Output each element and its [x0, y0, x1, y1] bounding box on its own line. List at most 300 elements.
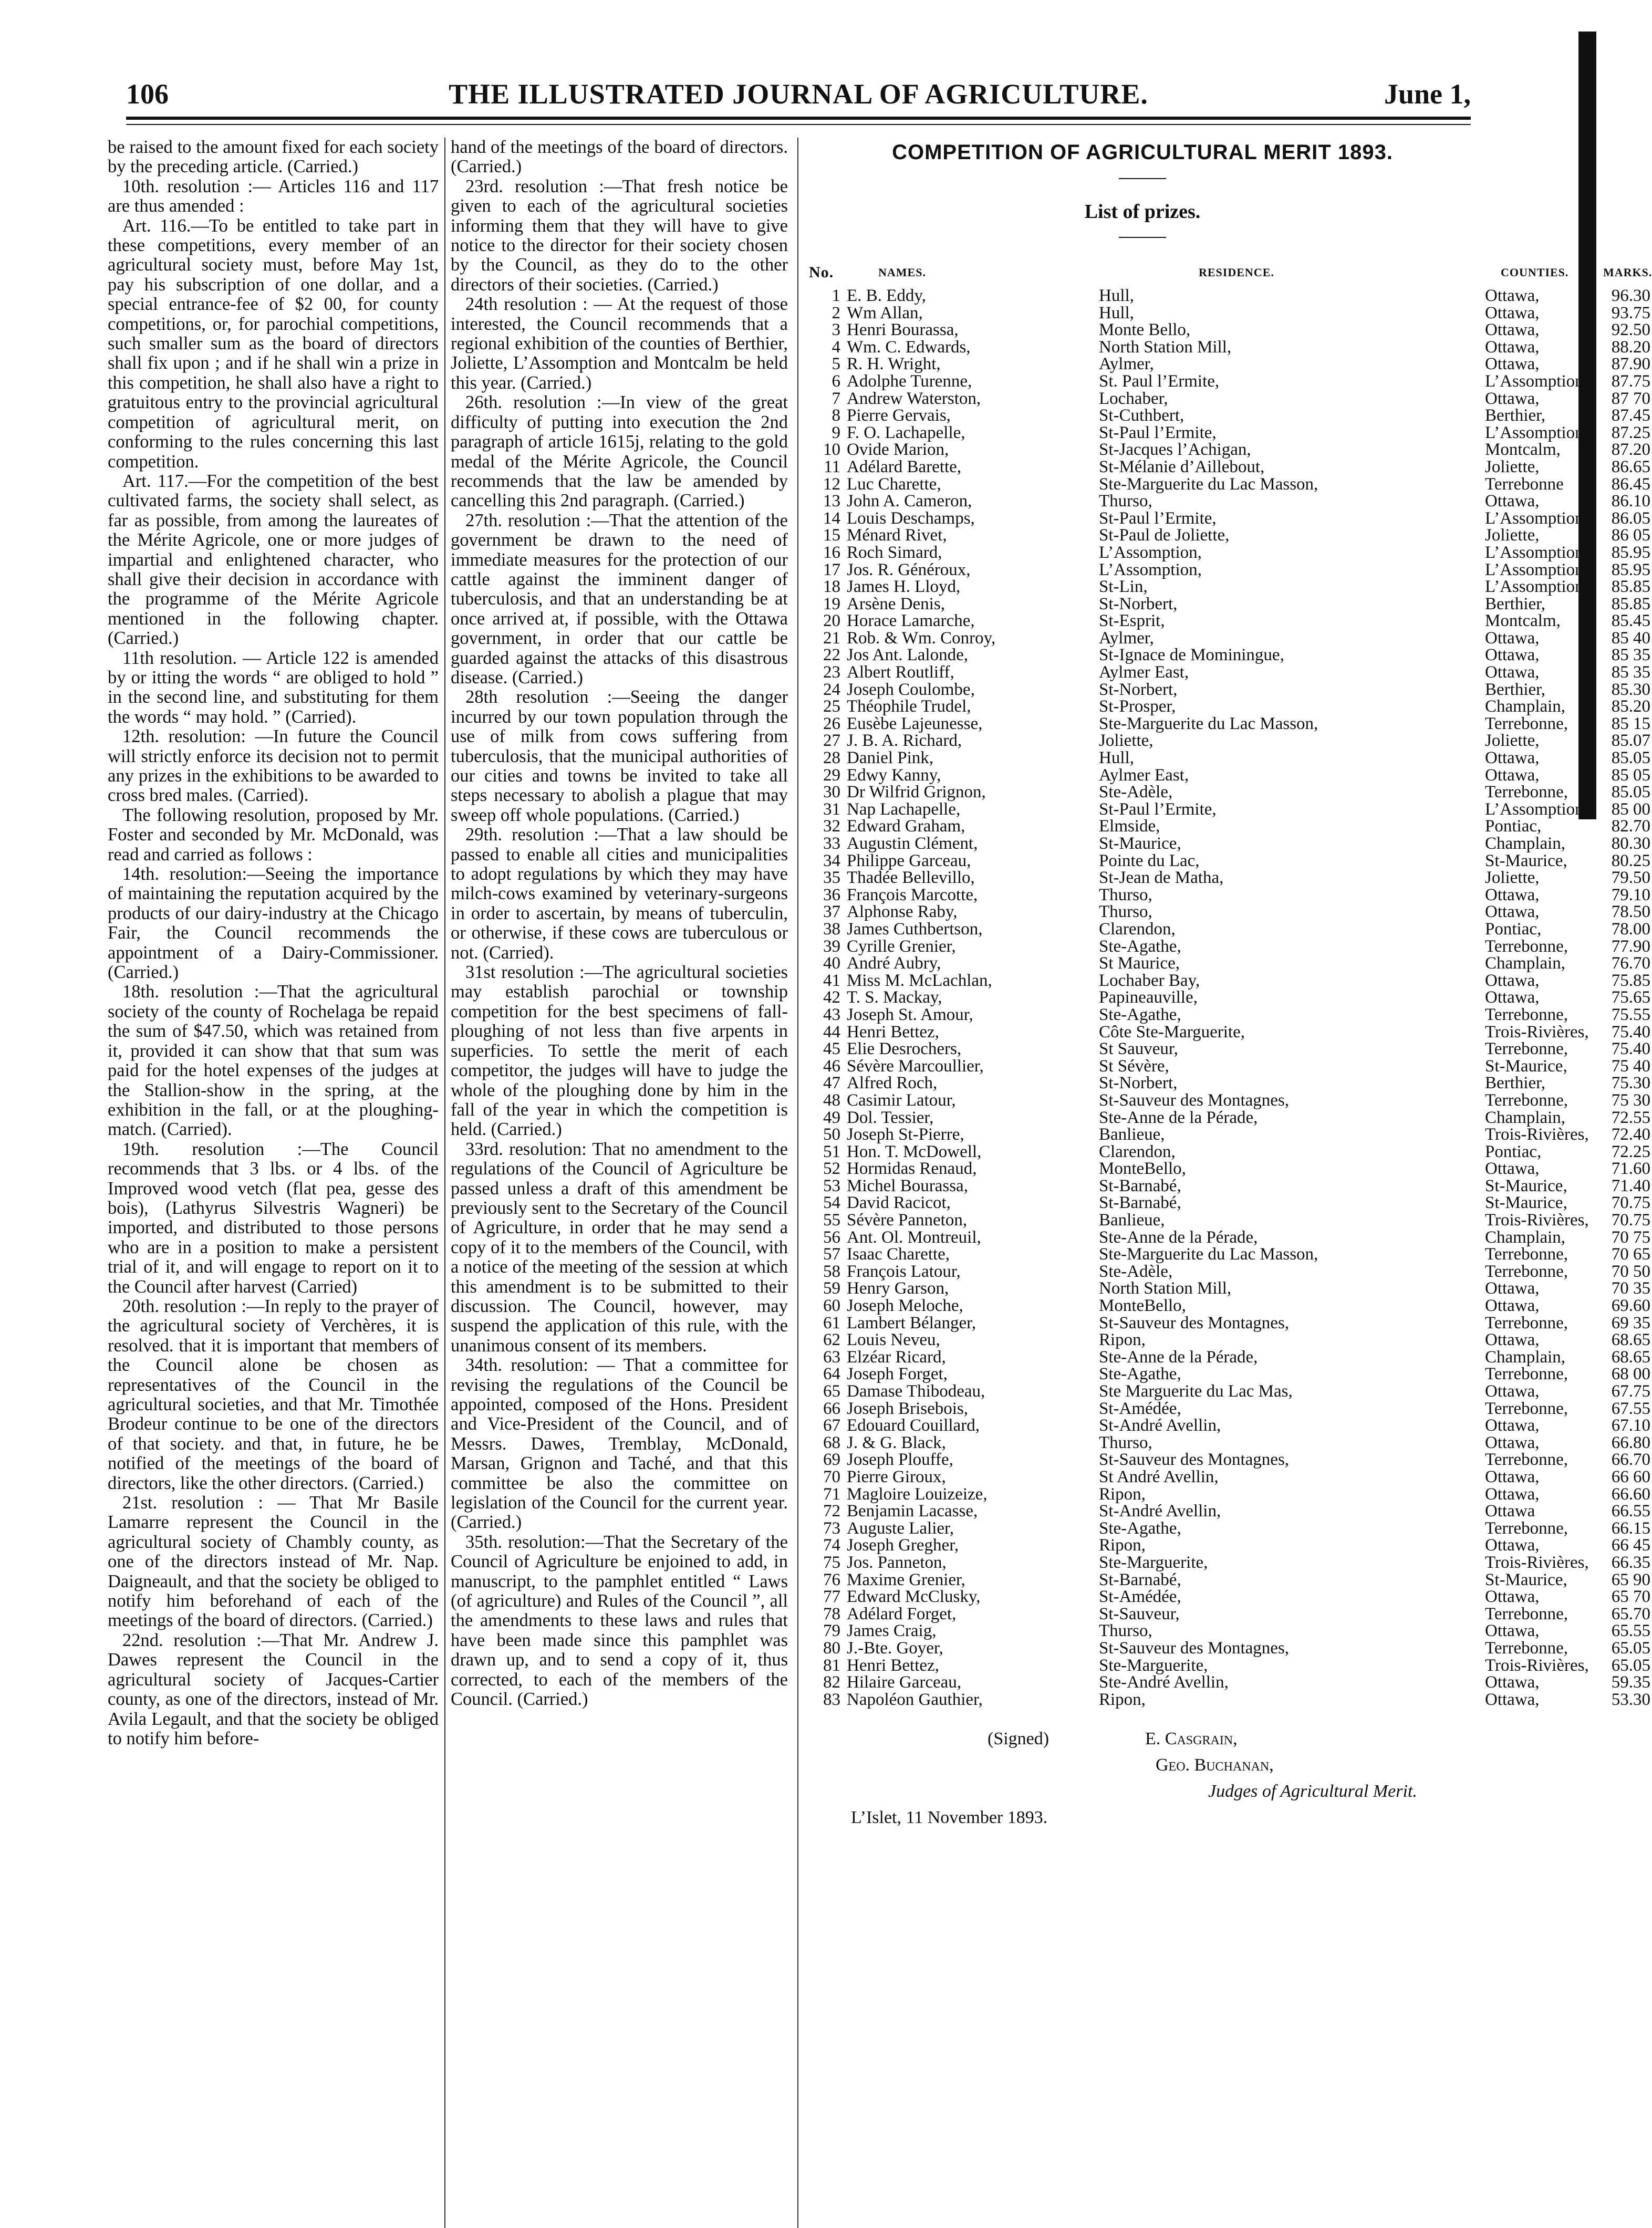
paragraph: The following resolution, proposed by Mr. Foster and seconded by Mr. McDonald, was read and carried as follows :: [108, 805, 439, 865]
cell-mk: 65 90: [1611, 1570, 1650, 1589]
cell-mk: 75.40: [1611, 1022, 1650, 1042]
journal-title: THE ILLUSTRATED JOURNAL OF AGRICULTURE.: [449, 78, 1148, 110]
cell-name: François Latour,: [847, 1262, 961, 1281]
cell-no: 43: [823, 1005, 840, 1024]
table-row: [809, 459, 1650, 476]
paragraph: Art. 116.—To be entitled to take part in these competitions, every member of an agricultural society must, before May 1st, pay his subscription of one dollar, and a special entrance-fee of $2 00, for county competitions, or, for parochial competitions, such smaller sum as the board of directors shall fix upon ; and if he shall win a prize in this competition, he shall also have a right to gratuitous entry to the provincial agricultural competition of agricultural merit, on conforming to the rules concerning this last competition.: [108, 215, 439, 472]
table-row: [809, 887, 1650, 904]
cell-name: Wm Allan,: [847, 303, 923, 322]
cell-no: 67: [823, 1416, 840, 1435]
cell-name: Dr Wilfrid Grignon,: [847, 783, 986, 802]
cell-co: Berthier,: [1485, 594, 1546, 613]
cell-res: Clarendon,: [1099, 919, 1176, 939]
cell-name: J. & G. Black,: [847, 1433, 946, 1452]
cell-mk: 85 05: [1611, 765, 1650, 785]
cell-name: Henry Garson,: [847, 1279, 949, 1298]
cell-name: Benjamin Lacasse,: [847, 1502, 978, 1521]
header-no: No.: [809, 264, 834, 281]
cell-no: 12: [823, 474, 840, 494]
cell-co: Terrebonne,: [1485, 1313, 1568, 1332]
cell-co: Ottawa,: [1485, 1296, 1540, 1316]
cell-res: St-Amédée,: [1099, 1399, 1181, 1418]
cell-co: Terrebonne,: [1485, 936, 1568, 956]
table-row: [809, 955, 1650, 972]
cell-res: St-Barnabé,: [1099, 1176, 1181, 1195]
cell-co: St-Maurice,: [1485, 1176, 1567, 1195]
cell-co: Pontiac,: [1485, 817, 1542, 836]
cell-co: Ottawa,: [1485, 337, 1540, 357]
cell-name: Isaac Charette,: [847, 1245, 950, 1264]
table-row: [809, 1657, 1650, 1674]
cell-res: St Maurice,: [1099, 954, 1180, 973]
header-counties: COUNTIES.: [1501, 266, 1569, 279]
paragraph: 14th. resolution:—Seeing the importance of maintaining the reputation acquired by the products of our dairy-industry at the Chicago Fair, the Council recommends the appointment of a Dairy-Commissioner. (Carried.): [108, 864, 439, 983]
table-row: [809, 732, 1650, 749]
cell-name: Pierre Gervais,: [847, 406, 951, 425]
cell-res: L’Assomption,: [1099, 543, 1202, 562]
cell-co: Terrebonne,: [1485, 783, 1568, 802]
cell-co: Trois-Rivières,: [1485, 1656, 1589, 1675]
cell-no: 21: [823, 628, 840, 648]
cell-mk: 65.05: [1611, 1656, 1650, 1675]
cell-mk: 85 35: [1611, 663, 1650, 682]
cell-mk: 87.45: [1611, 406, 1650, 425]
table-row: [809, 321, 1650, 339]
cell-co: Champlain,: [1485, 1347, 1566, 1367]
table-row: [809, 1331, 1650, 1349]
cell-mk: 93.75: [1611, 303, 1650, 322]
table-row: [809, 510, 1650, 527]
cell-no: 74: [823, 1536, 840, 1555]
table-row: [809, 1383, 1650, 1400]
cell-co: Ottawa,: [1485, 1382, 1540, 1401]
cell-mk: 78.00: [1611, 919, 1650, 939]
cell-co: Terrebonne,: [1485, 1638, 1568, 1658]
table-row: [809, 647, 1650, 664]
cell-res: Thurso,: [1099, 1621, 1152, 1641]
cell-name: J. B. A. Richard,: [847, 731, 962, 751]
cell-co: Ottawa,: [1485, 1621, 1540, 1641]
paragraph: 20th. resolution :—In reply to the prayer of the agricultural society of Verchères, it is resolved. that it is important that members of the Council alone be chosen as representatives of the Council in the agricultural societies, and that Mr. Timothée Brodeur continue to be one of the directors of that society. and that, in future, he be notified of the meetings of the board of directors, like the other directors. (Carried.): [108, 1296, 439, 1493]
table-row: [809, 1280, 1650, 1297]
cell-res: St-Paul l’Ermite,: [1099, 799, 1217, 819]
cell-co: Ottawa,: [1485, 646, 1540, 665]
cell-res: Ste-Anne de la Pérade,: [1099, 1108, 1258, 1127]
table-row: [809, 424, 1650, 442]
cell-mk: 87.20: [1611, 440, 1650, 460]
cell-co: Champlain,: [1485, 834, 1566, 853]
table-row: [809, 339, 1650, 356]
table-row: [809, 1486, 1650, 1503]
column-divider: [444, 138, 445, 2228]
cell-name: Hon. T. McDowell,: [847, 1142, 982, 1161]
paragraph: 34th. resolution: — That a committee for revising the regulations of the Council be appointed, composed of the Hons. President and Vice-President of the Council, and of Messrs. Dawes, Tremblay, McDonald, Marsan, Grignon and Taché, and that this committee be also the committee on legislation of the Council for the current year. (Carried.): [451, 1355, 788, 1533]
cell-name: Edwy Kanny,: [847, 765, 941, 785]
cell-res: MonteBello,: [1099, 1159, 1186, 1179]
cell-name: Cyrille Grenier,: [847, 936, 956, 956]
table-row: [809, 921, 1650, 938]
cell-co: Ottawa,: [1485, 902, 1540, 922]
cell-no: 36: [823, 885, 840, 904]
cell-name: Jos. Panneton,: [847, 1553, 947, 1572]
cell-no: 55: [823, 1211, 840, 1230]
table-row: [809, 1571, 1650, 1589]
cell-co: Terrebonne,: [1485, 1090, 1568, 1110]
cell-mk: 85.07: [1611, 731, 1650, 751]
cell-name: E. B. Eddy,: [847, 286, 926, 305]
table-row: [809, 852, 1650, 870]
cell-co: Champlain,: [1485, 954, 1566, 973]
cell-co: Ottawa,: [1485, 286, 1540, 305]
table-row: [809, 476, 1650, 493]
cell-name: Sévère Marcoullier,: [847, 1056, 984, 1076]
cell-mk: 76.70: [1611, 954, 1650, 973]
cell-no: 68: [823, 1433, 840, 1452]
cell-co: Trois-Rivières,: [1485, 1022, 1589, 1042]
cell-no: 15: [823, 526, 840, 545]
cell-no: 61: [823, 1313, 840, 1332]
cell-mk: 85.95: [1611, 560, 1650, 579]
prize-table-header: [809, 264, 1650, 287]
cell-name: Ménard Rivet,: [847, 526, 947, 545]
cell-res: Hull,: [1099, 748, 1134, 768]
cell-res: St-André Avellin,: [1099, 1416, 1221, 1435]
cell-mk: 66.60: [1611, 1484, 1650, 1504]
cell-res: Aylmer East,: [1099, 765, 1189, 785]
table-row: [809, 1092, 1650, 1109]
cell-no: 26: [823, 714, 840, 733]
cell-no: 56: [823, 1227, 840, 1247]
cell-co: Ottawa,: [1485, 1159, 1540, 1179]
cell-co: Ottawa,: [1485, 1673, 1540, 1692]
cell-res: Joliette,: [1099, 731, 1154, 751]
table-row: [809, 578, 1650, 596]
paragraph: 10th. resolution :— Articles 116 and 117 are thus amended :: [108, 176, 439, 216]
cell-res: Côte Ste-Marguerite,: [1099, 1022, 1245, 1042]
cell-no: 72: [823, 1502, 840, 1521]
cell-res: Ste-André Avellin,: [1099, 1673, 1229, 1692]
column-divider: [797, 138, 798, 2228]
table-row: [809, 1434, 1650, 1452]
cell-no: 80: [823, 1638, 840, 1658]
cell-name: Jos Ant. Lalonde,: [847, 646, 968, 665]
paragraph: 24th resolution : — At the request of those interested, the Council recommends that a regional exhibition of the counties of Berthier, Joliette, L’Assomption and Montcalm be held this year. (Carried.): [451, 294, 788, 393]
paragraph: 27th. resolution :—That the attention of the government be drawn to the need of immediate measures for the protection of our cattle against the imminent danger of tuberculosis, and that an understanding be at once arrived at, if possible, with the Ottawa government, in order that our cattle be guarded against the attacks of this disastrous disease. (Carried.): [451, 510, 788, 688]
cell-mk: 86.10: [1611, 492, 1650, 511]
table-row: [809, 596, 1650, 613]
cell-name: Joseph Coulombe,: [847, 680, 975, 699]
prize-list-title: COMPETITION OF AGRICULTURAL MERIT 1893.: [892, 141, 1393, 164]
cell-name: Henri Bettez,: [847, 1022, 939, 1042]
header-residence: RESIDENCE.: [1199, 266, 1274, 279]
paragraph: 21st. resolution : — That Mr Basile Lamarre represent the Council in the agricultural society of Chambly county, as one of the directors instead of Mr. Nap. Daigneault, and that the society be obliged to notify him beforehand of each of the meetings of the board of directors. (Carried.): [108, 1493, 439, 1631]
cell-res: Thurso,: [1099, 885, 1152, 904]
cell-co: Ottawa,: [1485, 1416, 1540, 1435]
place-date: L’Islet, 11 November 1893.: [851, 1808, 1048, 1828]
cell-no: 57: [823, 1245, 840, 1264]
table-row: [809, 801, 1650, 818]
cell-name: Edward McClusky,: [847, 1587, 981, 1607]
cell-co: Champlain,: [1485, 697, 1566, 716]
cell-name: Théophile Trudel,: [847, 697, 971, 716]
prize-list-subtitle: List of prizes.: [1084, 201, 1201, 223]
cell-no: 6: [832, 371, 840, 391]
cell-name: Maxime Grenier,: [847, 1570, 965, 1589]
cell-co: Terrebonne,: [1485, 1518, 1568, 1538]
cell-no: 78: [823, 1604, 840, 1623]
cell-no: 37: [823, 902, 840, 922]
cell-res: Clarendon,: [1099, 1142, 1176, 1161]
cell-res: St-Norbert,: [1099, 1074, 1178, 1093]
cell-co: Terrebonne,: [1485, 1262, 1568, 1281]
cell-co: Ottawa,: [1485, 1536, 1540, 1555]
cell-no: 8: [832, 406, 840, 425]
cell-mk: 70 35: [1611, 1279, 1650, 1298]
cell-mk: 65 70: [1611, 1587, 1650, 1607]
cell-mk: 85 40: [1611, 628, 1650, 648]
cell-no: 7: [832, 389, 840, 408]
cell-name: Elzéar Ricard,: [847, 1347, 946, 1367]
table-row: [809, 1297, 1650, 1315]
cell-co: Berthier,: [1485, 406, 1546, 425]
cell-name: James Craig,: [847, 1621, 937, 1641]
cell-name: T. S. Mackay,: [847, 988, 942, 1007]
running-header: [126, 78, 1471, 114]
cell-res: Pointe du Lac,: [1099, 851, 1200, 870]
cell-mk: 67.75: [1611, 1382, 1650, 1401]
cell-res: St-Sauveur des Montagnes,: [1099, 1638, 1290, 1658]
cell-res: St-Jacques l’Achigan,: [1099, 440, 1251, 460]
prize-list-section: [809, 138, 1652, 1828]
cell-name: Adélard Barette,: [847, 457, 962, 476]
cell-mk: 71.60: [1611, 1159, 1650, 1179]
table-row: [809, 1349, 1650, 1366]
table-row: [809, 1366, 1650, 1383]
table-row: [809, 612, 1650, 630]
cell-name: Auguste Lalier,: [847, 1518, 954, 1538]
cell-name: Joseph Gregher,: [847, 1536, 959, 1555]
cell-res: St-Cuthbert,: [1099, 406, 1185, 425]
issue-date: June 1,: [1384, 78, 1471, 110]
cell-name: André Aubry,: [847, 954, 941, 973]
cell-res: Ste-Marguerite du Lac Masson,: [1099, 714, 1318, 733]
cell-mk: 67.10: [1611, 1416, 1650, 1435]
table-row: [809, 972, 1650, 990]
cell-res: Ste-Anne de la Pérade,: [1099, 1347, 1258, 1367]
cell-mk: 53.30: [1611, 1690, 1650, 1709]
cell-no: 16: [823, 543, 840, 562]
cell-name: Jos. R. Généroux,: [847, 560, 971, 579]
cell-co: Pontiac,: [1485, 1142, 1542, 1161]
cell-no: 9: [832, 423, 840, 442]
cell-no: 24: [823, 680, 840, 699]
cell-res: Ste-Anne de la Pérade,: [1099, 1227, 1258, 1247]
table-row: [809, 544, 1650, 561]
cell-name: Nap Lachapelle,: [847, 799, 961, 819]
cell-mk: 66.55: [1611, 1502, 1650, 1521]
cell-co: Trois-Rivières,: [1485, 1211, 1589, 1230]
cell-no: 66: [823, 1399, 840, 1418]
table-row: [809, 441, 1650, 459]
cell-name: Augustin Clément,: [847, 834, 978, 853]
cell-no: 4: [832, 337, 840, 357]
cell-no: 52: [823, 1159, 840, 1179]
cell-mk: 75 30: [1611, 1090, 1650, 1110]
cell-res: Ste-Adèle,: [1099, 783, 1173, 802]
table-row: [809, 1246, 1650, 1263]
prize-table: [809, 264, 1650, 1708]
cell-name: Pierre Giroux,: [847, 1467, 946, 1486]
cell-mk: 71.40: [1611, 1176, 1650, 1195]
cell-res: St-Paul l’Ermite,: [1099, 508, 1217, 528]
cell-name: Louis Neveu,: [847, 1330, 940, 1350]
table-row: [809, 1075, 1650, 1092]
cell-no: 62: [823, 1330, 840, 1350]
table-row: [809, 698, 1650, 715]
cell-name: James H. Lloyd,: [847, 577, 961, 597]
table-row: [809, 527, 1650, 544]
cell-res: Papineauville,: [1099, 988, 1198, 1007]
cell-no: 46: [823, 1056, 840, 1076]
table-row: [809, 1126, 1650, 1143]
cell-co: L’Assomption,: [1485, 508, 1588, 528]
cell-mk: 85.45: [1611, 611, 1650, 631]
cell-name: Adolphe Turenne,: [847, 371, 972, 391]
cell-no: 71: [823, 1484, 840, 1504]
table-row: [809, 1212, 1650, 1229]
cell-res: St-Paul de Joliette,: [1099, 526, 1230, 545]
cell-mk: 78.50: [1611, 902, 1650, 922]
paragraph: Art. 117.—For the competition of the best cultivated farms, the society shall select, as far as possible, from among the laureates of the Mérite Agricole, one or more judges of impartial and enlightened character, who shall give their decision in accordance with the programme of the Mérite Agricole mentioned in the following chapter. (Carried.): [108, 471, 439, 649]
table-row: [809, 561, 1650, 579]
paragraph: 35th. resolution:—That the Secretary of the Council of Agriculture be enjoined to add, in manuscript, to the pamphlet entitled “ Laws (of agriculture) and Rules of the Council ”, all the amendments to these laws and rules that have been made since this pamphlet was drawn up, and to send a copy of it, thus corrected, to each of the members of the Council. (Carried.): [451, 1532, 788, 1710]
cell-mk: 67.55: [1611, 1399, 1650, 1418]
cell-no: 22: [823, 646, 840, 665]
table-row: [809, 1160, 1650, 1178]
cell-co: L’Assomption,: [1485, 371, 1588, 391]
table-row: [809, 938, 1650, 955]
cell-mk: 86 05: [1611, 526, 1650, 545]
cell-res: St Sévère,: [1099, 1056, 1169, 1076]
cell-no: 81: [823, 1656, 840, 1675]
table-row: [809, 749, 1650, 767]
cell-name: Rob. & Wm. Conroy,: [847, 628, 996, 648]
title-rule: [1119, 178, 1166, 179]
cell-no: 13: [823, 492, 840, 511]
table-row: [809, 818, 1650, 835]
cell-co: Pontiac,: [1485, 919, 1542, 939]
cell-name: Magloire Louizeize,: [847, 1484, 988, 1504]
cell-name: James Cuthbertson,: [847, 919, 983, 939]
cell-name: Philippe Garceau,: [847, 851, 971, 870]
cell-name: Damase Thibodeau,: [847, 1382, 985, 1401]
cell-res: St-Prosper,: [1099, 697, 1176, 716]
cell-mk: 70.75: [1611, 1211, 1650, 1230]
cell-mk: 68 00: [1611, 1365, 1650, 1384]
cell-name: John A. Cameron,: [847, 492, 972, 511]
cell-mk: 85 15: [1611, 714, 1650, 733]
paragraph: 28th resolution :—Seeing the danger incurred by our town population through the use of milk from cows suffering from tuberculosis, that the municipal authorities of our cities and towns be invited to take all steps necessary to abolish a plague that may sweep off whole populations. (Carried.): [451, 687, 788, 825]
table-row: [809, 390, 1650, 408]
cell-no: 79: [823, 1621, 840, 1641]
cell-name: Lambert Bélanger,: [847, 1313, 976, 1332]
cell-no: 83: [823, 1690, 840, 1709]
cell-no: 17: [823, 560, 840, 579]
cell-mk: 66.35: [1611, 1553, 1650, 1572]
cell-mk: 85.20: [1611, 697, 1650, 716]
cell-co: Joliette,: [1485, 868, 1540, 888]
cell-co: L’Assomption,: [1485, 560, 1588, 579]
cell-mk: 92.50: [1611, 320, 1650, 340]
cell-res: Ste-Agathe,: [1099, 936, 1181, 956]
cell-mk: 75.30: [1611, 1074, 1650, 1093]
cell-co: Terrebonne: [1485, 474, 1564, 494]
cell-co: St-Maurice,: [1485, 851, 1567, 870]
paragraph: 12th. resolution: —In future the Council will strictly enforce its decision not to permit any prizes in the exhibitions to be awarded to cross bred males. (Carried).: [108, 726, 439, 806]
cell-name: Michel Bourassa,: [847, 1176, 968, 1195]
cell-name: Joseph Meloche,: [847, 1296, 963, 1316]
paragraph: 29th. resolution :—That a law should be passed to enable all cities and municipalities to adopt regulations by which they may have milch-cows examined by veterinary-surgeons in order to ascertain, by means of tuberculin, or otherwise, if these cows are tuberculous or not. (Carried).: [451, 825, 788, 963]
cell-mk: 96.30: [1611, 286, 1650, 305]
cell-co: Ottawa,: [1485, 1690, 1540, 1709]
header-names: NAMES.: [878, 266, 926, 279]
cell-co: Champlain,: [1485, 1108, 1566, 1127]
table-row: [809, 1194, 1650, 1212]
cell-co: Trois-Rivières,: [1485, 1553, 1589, 1572]
cell-mk: 85.30: [1611, 680, 1650, 699]
table-row: [809, 715, 1650, 733]
cell-name: Andrew Waterston,: [847, 389, 981, 408]
table-row: [809, 869, 1650, 887]
cell-res: Ste-Marguerite,: [1099, 1656, 1208, 1675]
cell-mk: 85.05: [1611, 783, 1650, 802]
cell-co: Ottawa,: [1485, 765, 1540, 785]
cell-name: Casimir Latour,: [847, 1090, 956, 1110]
cell-res: Ripon,: [1099, 1690, 1146, 1709]
cell-co: Ottawa,: [1485, 885, 1540, 904]
cell-res: St-Norbert,: [1099, 594, 1178, 613]
cell-no: 29: [823, 765, 840, 785]
paragraph: hand of the meetings of the board of directors. (Carried.): [451, 137, 788, 177]
table-row: [809, 1178, 1650, 1195]
table-row: [809, 356, 1650, 373]
cell-co: Ottawa,: [1485, 1433, 1540, 1452]
cell-res: MonteBello,: [1099, 1296, 1186, 1316]
cell-mk: 70 65: [1611, 1245, 1650, 1264]
cell-mk: 75.85: [1611, 971, 1650, 990]
cell-name: Adélard Forget,: [847, 1604, 957, 1623]
cell-res: St-Sauveur des Montagnes,: [1099, 1450, 1290, 1470]
cell-co: Ottawa,: [1485, 492, 1540, 511]
cell-mk: 72.25: [1611, 1142, 1650, 1161]
cell-res: St-Paul l’Ermite,: [1099, 423, 1217, 442]
cell-res: Ste-Marguerite du Lac Masson,: [1099, 474, 1318, 494]
cell-name: Joseph Forget,: [847, 1365, 948, 1384]
cell-name: Albert Routliff,: [847, 663, 954, 682]
paragraph: 11th resolution. — Article 122 is amended by or itting the words “ are obliged to hold ” in the second line, and substituting for them the words “ may hold. ” (Carried).: [108, 648, 439, 727]
cell-mk: 66.70: [1611, 1450, 1650, 1470]
cell-res: St-André Avellin,: [1099, 1502, 1221, 1521]
cell-no: 23: [823, 663, 840, 682]
cell-name: Horace Lamarche,: [847, 611, 975, 631]
cell-mk: 68.65: [1611, 1347, 1650, 1367]
cell-name: F. O. Lachapelle,: [847, 423, 965, 442]
cell-no: 60: [823, 1296, 840, 1316]
cell-res: St-Esprit,: [1099, 611, 1165, 631]
cell-name: Alfred Roch,: [847, 1074, 938, 1093]
table-row: [809, 1606, 1650, 1623]
cell-co: Ottawa,: [1485, 1467, 1540, 1486]
